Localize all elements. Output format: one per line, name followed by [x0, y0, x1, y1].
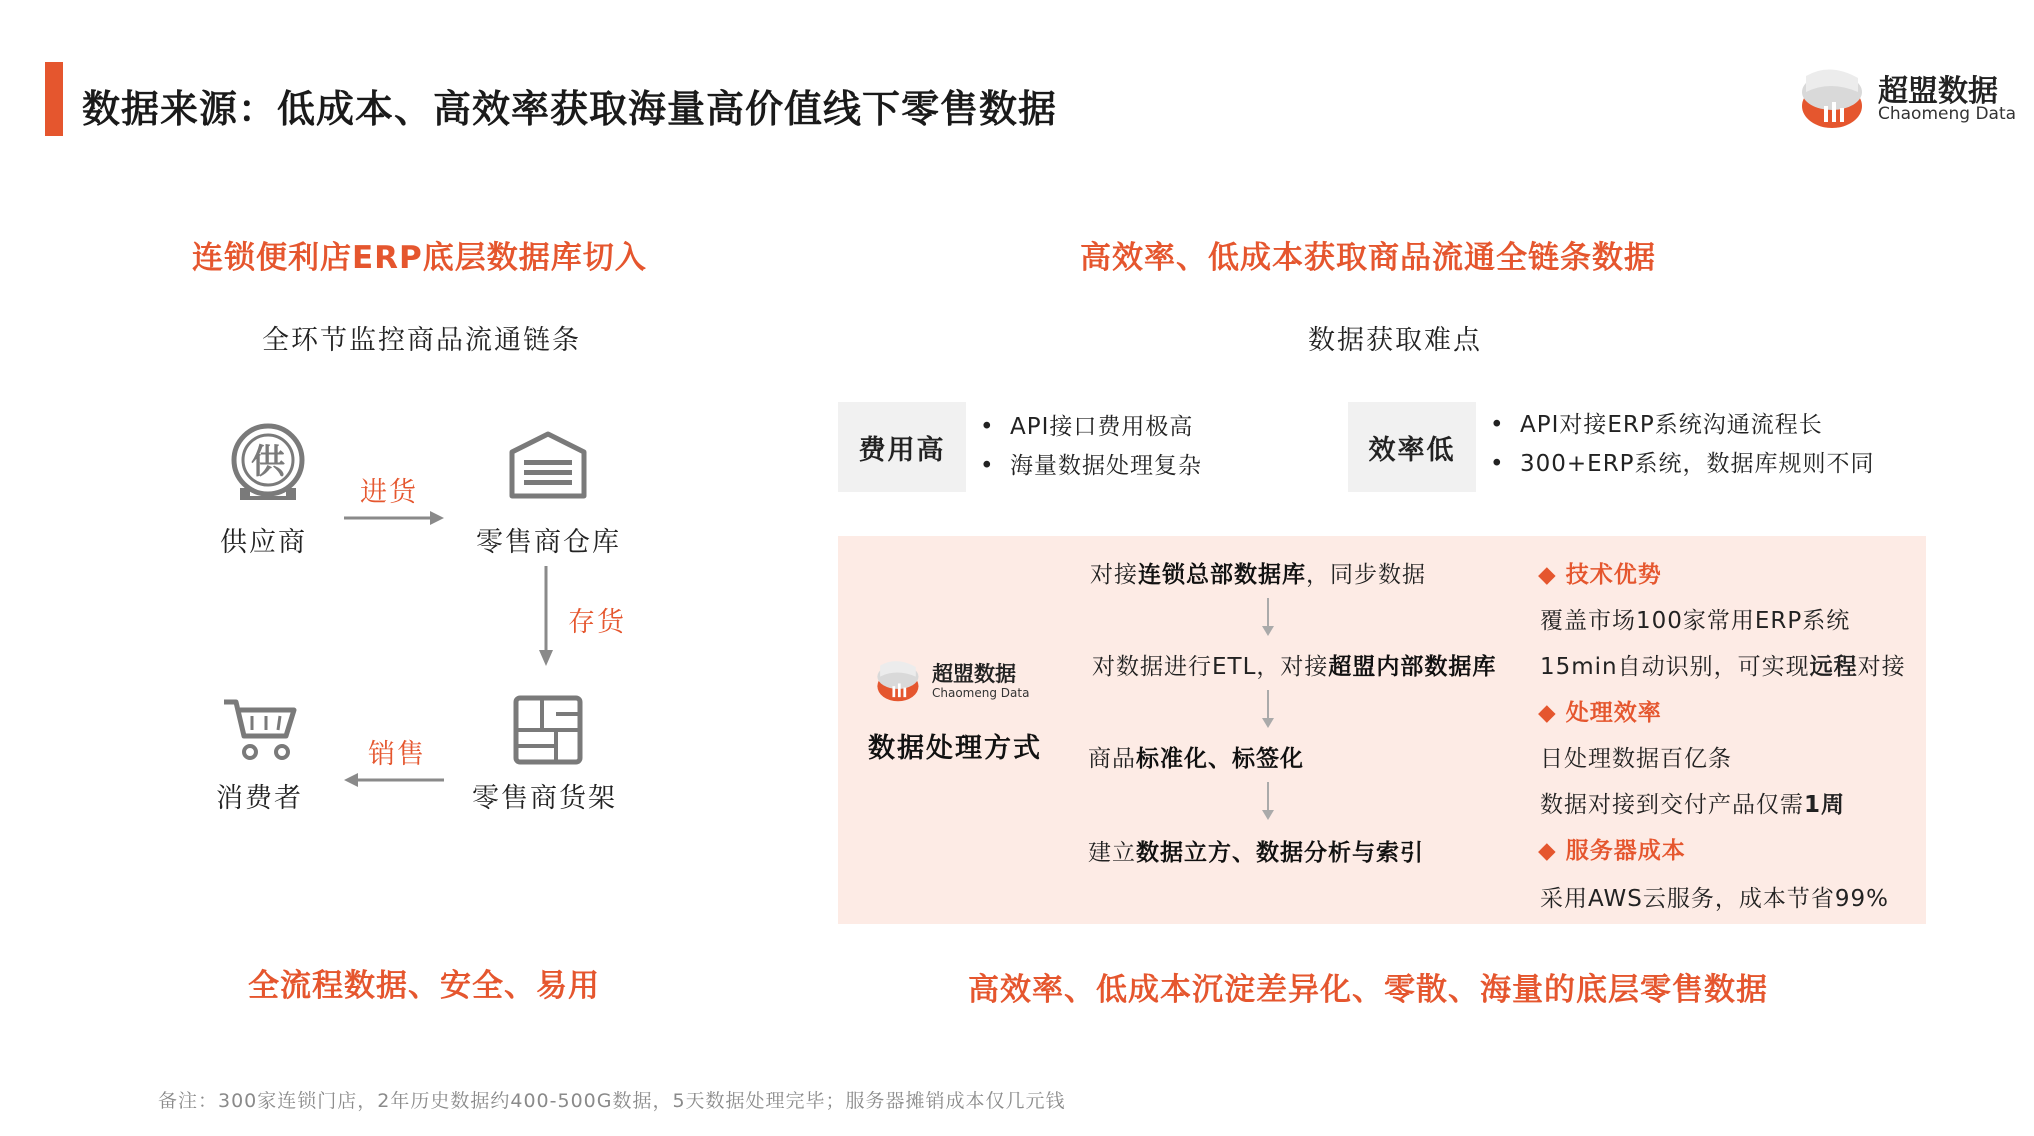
process-step-3: 商品标准化、标签化 — [1088, 746, 1304, 772]
arrow-left-icon — [344, 770, 444, 790]
process-step-2: 对数据进行ETL，对接超盟内部数据库 — [1092, 654, 1497, 680]
process-step-4: 建立数据立方、数据分析与索引 — [1088, 840, 1424, 866]
title-accent-bar — [45, 62, 63, 136]
cost-high-tag: 费用高 — [838, 402, 966, 492]
shelf-icon — [512, 694, 596, 778]
processing-efficiency-heading: ◆ 处理效率 — [1538, 700, 1662, 726]
panel-logo-en: Chaomeng Data — [932, 686, 1030, 700]
chaomeng-logo-icon — [876, 656, 924, 704]
cost-bullet-list — [980, 408, 1202, 486]
logo-text-cn: 超盟数据 — [1878, 74, 1998, 109]
left-subtitle: 全环节监控商品流通链条 — [262, 325, 581, 356]
panel-logo — [876, 656, 1056, 706]
flow-sales-label: 销售 — [368, 739, 426, 770]
process-step-1: 对接连锁总部数据库，同步数据 — [1090, 562, 1426, 588]
right-section-title: 高效率、低成本获取商品流通全链条数据 — [1080, 240, 1656, 276]
node-supplier: 供应商 — [220, 527, 307, 558]
company-logo — [1800, 62, 2020, 138]
left-bottom-statement: 全流程数据、安全、易用 — [248, 968, 600, 1004]
step-arrow-icon — [1258, 782, 1278, 822]
processing-efficiency-line-1: 日处理数据百亿条 — [1540, 746, 1732, 772]
flow-purchase-label: 进货 — [360, 477, 418, 508]
step-arrow-icon — [1258, 598, 1278, 638]
step-arrow-icon — [1258, 690, 1278, 730]
efficiency-bullet-2: • 300+ERP系统，数据库规则不同 — [1490, 445, 1875, 484]
arrow-down-icon — [536, 566, 556, 666]
efficiency-low-tag: 效率低 — [1348, 402, 1476, 492]
tech-advantage-line-2: 15min自动识别，可实现远程对接 — [1540, 654, 1906, 680]
server-cost-heading: ◆ 服务器成本 — [1538, 838, 1686, 864]
panel-logo-cn: 超盟数据 — [932, 662, 1016, 686]
cost-bullet-1: • API接口费用极高 — [980, 408, 1202, 447]
processing-efficiency-line-2: 数据对接到交付产品仅需1周 — [1540, 792, 1846, 818]
supplier-icon-char: 供 — [251, 442, 285, 482]
node-warehouse: 零售商仓库 — [476, 527, 621, 558]
left-section-title: 连锁便利店ERP底层数据库切入 — [192, 240, 647, 276]
supplier-icon — [226, 420, 310, 504]
tech-advantage-line-1: 覆盖市场100家常用ERP系统 — [1540, 608, 1851, 634]
warehouse-icon — [506, 428, 590, 512]
right-subtitle: 数据获取难点 — [1308, 325, 1482, 356]
shopping-cart-icon — [222, 696, 306, 780]
server-cost-line-1: 采用AWS云服务，成本节省99% — [1540, 886, 1889, 912]
arrow-right-icon — [344, 508, 444, 528]
page-title: 数据来源：低成本、高效率获取海量高价值线下零售数据 — [82, 87, 1058, 131]
node-shelf: 零售商货架 — [472, 783, 617, 814]
chaomeng-logo-icon — [1800, 62, 1870, 132]
cost-bullet-2: • 海量数据处理复杂 — [980, 447, 1202, 486]
footnote: 备注：300家连锁门店，2年历史数据约400-500G数据，5天数据处理完毕；服务器摊销成本仅几元钱 — [158, 1090, 1066, 1112]
right-bottom-statement: 高效率、低成本沉淀差异化、零散、海量的底层零售数据 — [968, 972, 1768, 1008]
flow-stock-label: 存货 — [568, 607, 626, 638]
node-consumer: 消费者 — [216, 783, 303, 814]
logo-text-en: Chaomeng Data — [1878, 104, 2017, 124]
efficiency-bullet-1: • API对接ERP系统沟通流程长 — [1490, 406, 1875, 445]
efficiency-bullet-list — [1490, 406, 1875, 484]
tech-advantage-heading: ◆ 技术优势 — [1538, 562, 1662, 588]
processing-method-label: 数据处理方式 — [868, 733, 1042, 764]
